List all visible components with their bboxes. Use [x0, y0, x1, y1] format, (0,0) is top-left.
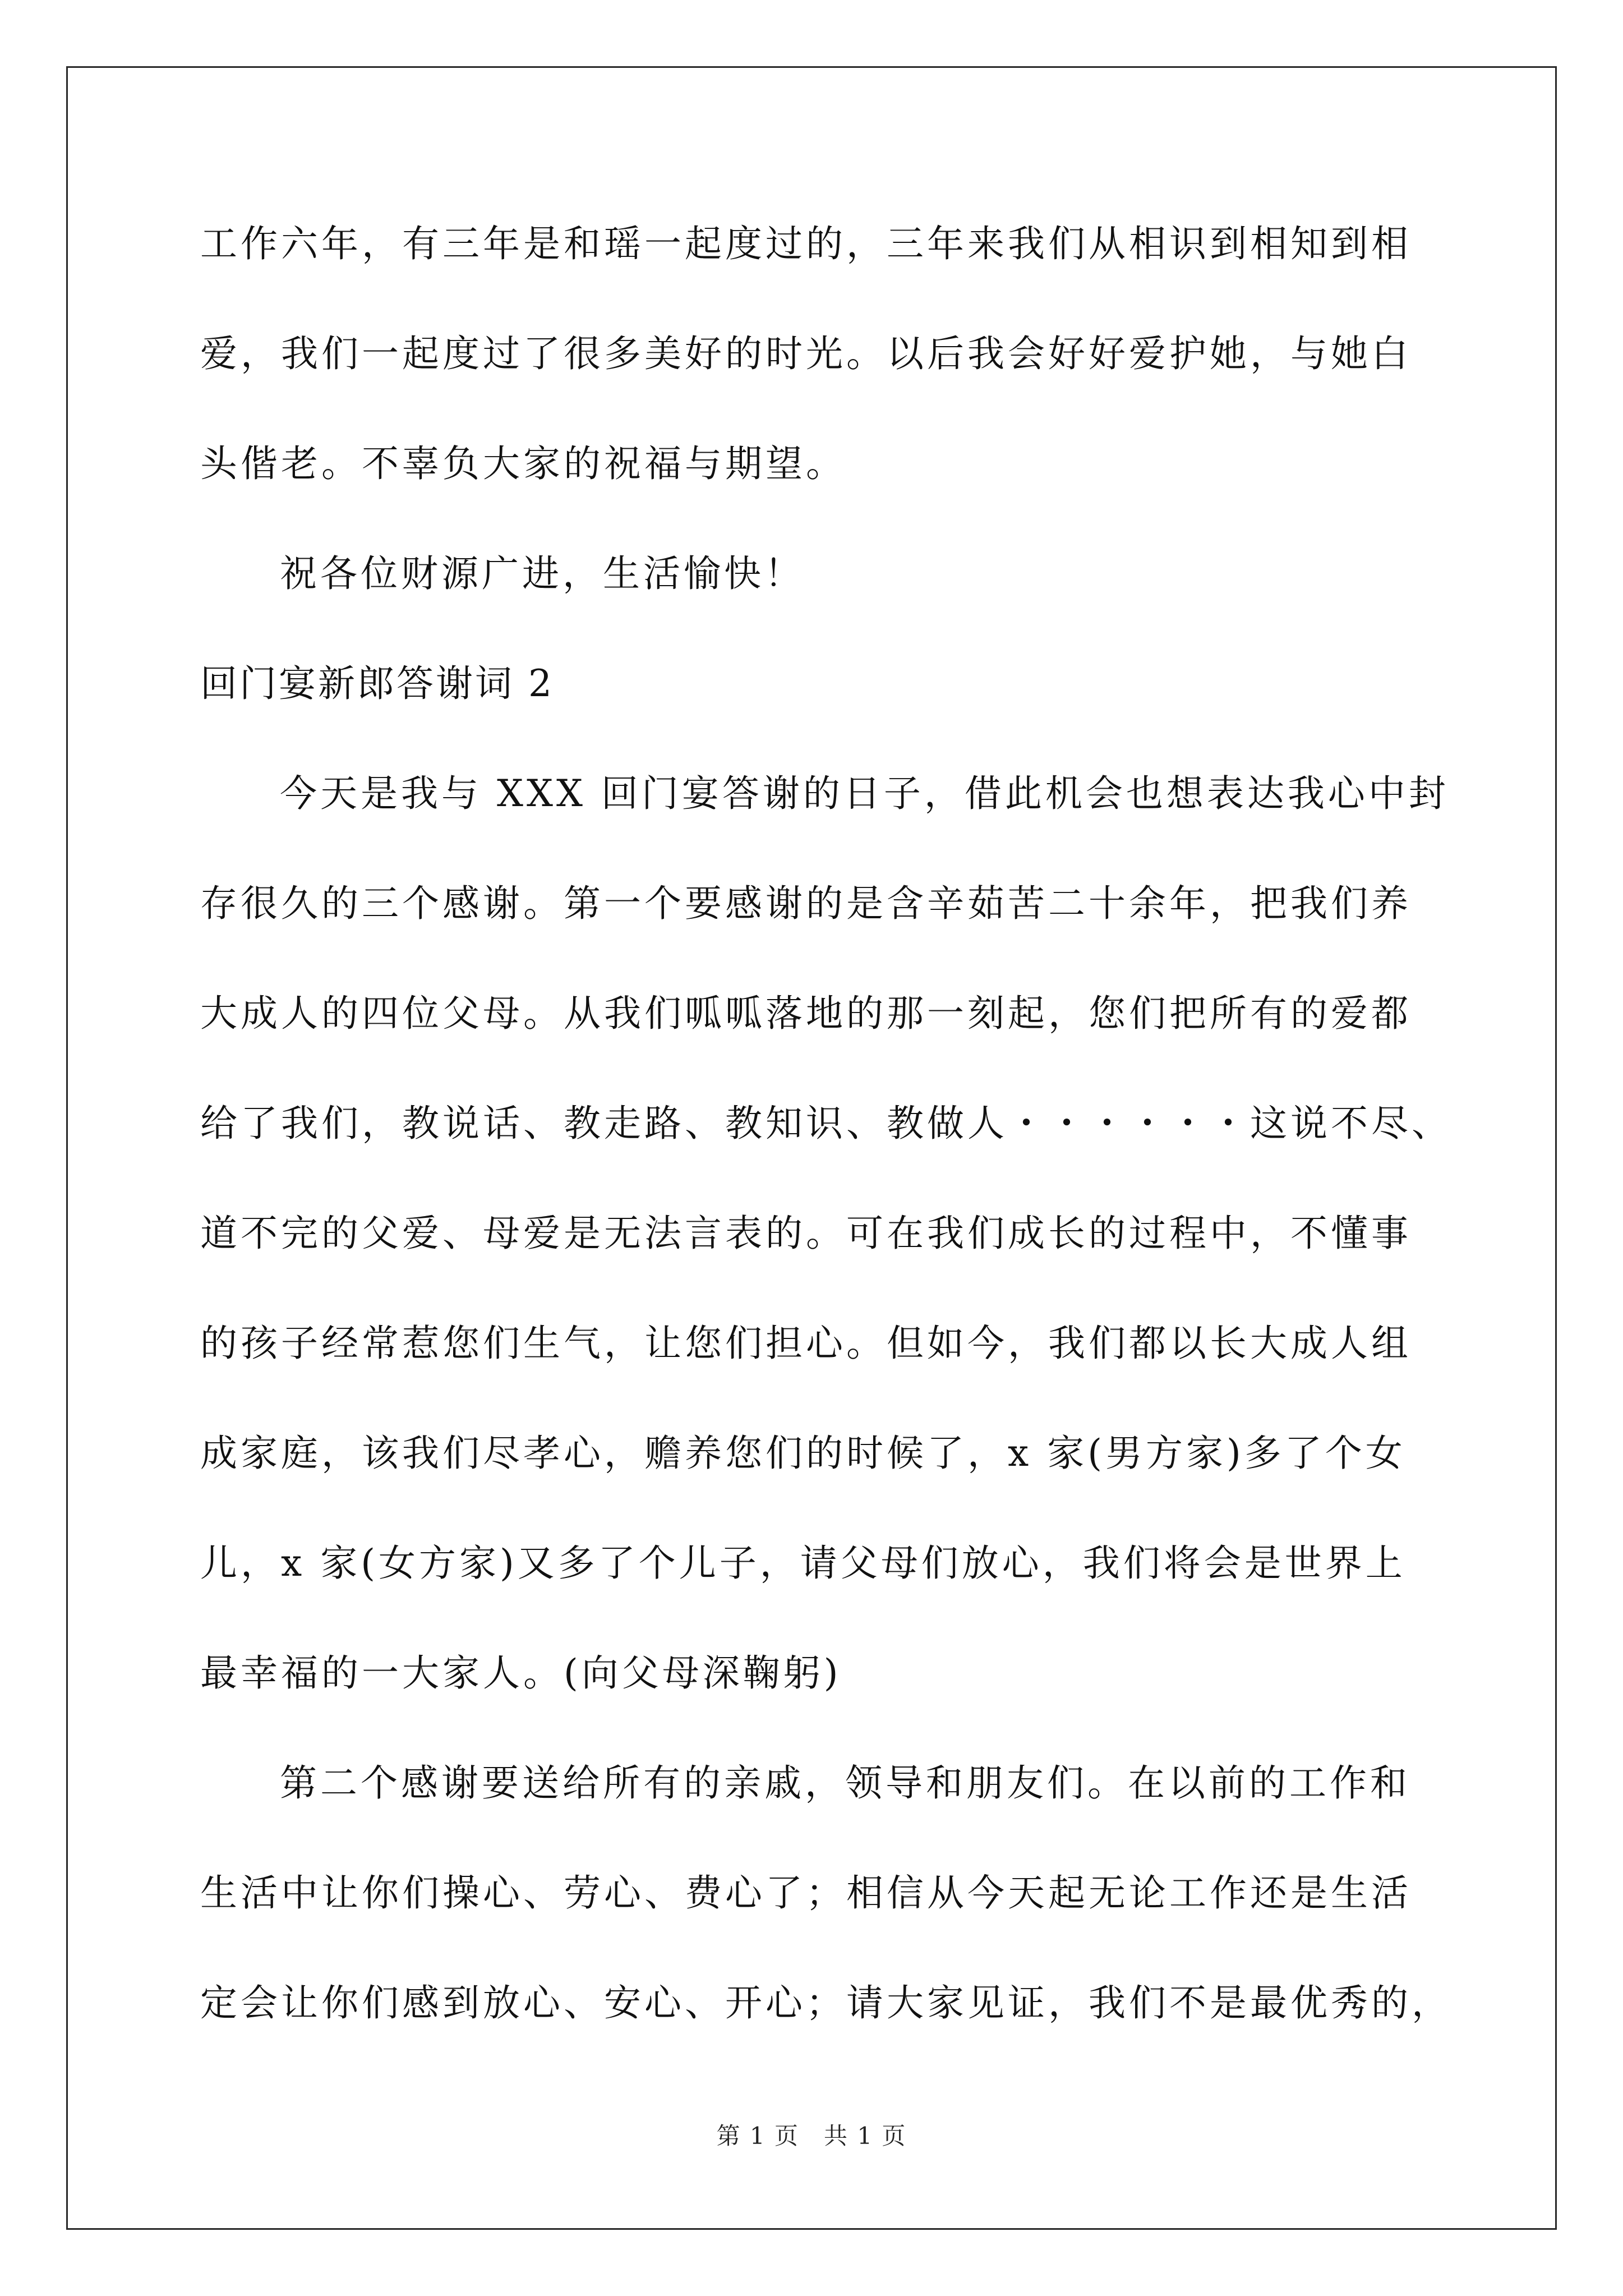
text-line: 儿，x 家(女方家)又多了个儿子，请父母们放心，我们将会是世界上 — [200, 1542, 1406, 1585]
document-body — [200, 213, 1452, 2082]
paragraph-first-line: 第二个感谢要送给所有的亲戚，领导和朋友们。在以前的工作和 — [280, 1761, 1410, 1805]
text-line: 成家庭，该我们尽孝心，赡养您们的时候了，x 家(男方家)多了个女 — [200, 1432, 1406, 1475]
page-footer — [0, 2119, 1623, 2153]
text-line: 工作六年，有三年是和瑶一起度过的，三年来我们从相识到相知到相 — [200, 222, 1412, 265]
text-line: 道不完的父爱、母爱是无法言表的。可在我们成长的过程中，不懂事 — [200, 1212, 1412, 1255]
text-line: 爱，我们一起度过了很多美好的时光。以后我会好好爱护她，与她白 — [200, 332, 1412, 375]
text-line: 大成人的四位父母。从我们呱呱落地的那一刻起，您们把所有的爱都 — [200, 992, 1412, 1035]
text-line: 头偕老。不辜负大家的祝福与期望。 — [200, 442, 846, 485]
page-number-label: 第 1 页 共 1 页 — [716, 2122, 907, 2150]
text-line: 最幸福的一大家人。(向父母深鞠躬) — [200, 1651, 842, 1695]
text-line: 的孩子经常惹您们生气，让您们担心。但如今，我们都以长大成人组 — [200, 1322, 1412, 1365]
section-heading: 回门宴新郎答谢词 2 — [200, 662, 554, 705]
paragraph-first-line: 祝各位财源广进，生活愉快！ — [280, 552, 805, 595]
text-line: 存很久的三个感谢。第一个要感谢的是含辛茹苦二十余年，把我们养 — [200, 882, 1412, 925]
text-line: 给了我们，教说话、教走路、教知识、教做人・・・・・・这说不尽、 — [200, 1102, 1452, 1145]
text-line: 定会让你们感到放心、安心、开心；请大家见证，我们不是最优秀的， — [200, 1981, 1452, 2024]
text-line: 生活中让你们操心、劳心、费心了；相信从今天起无论工作还是生活 — [200, 1871, 1412, 1915]
paragraph-first-line: 今天是我与 XXX 回门宴答谢的日子，借此机会也想表达我心中封 — [280, 772, 1449, 815]
